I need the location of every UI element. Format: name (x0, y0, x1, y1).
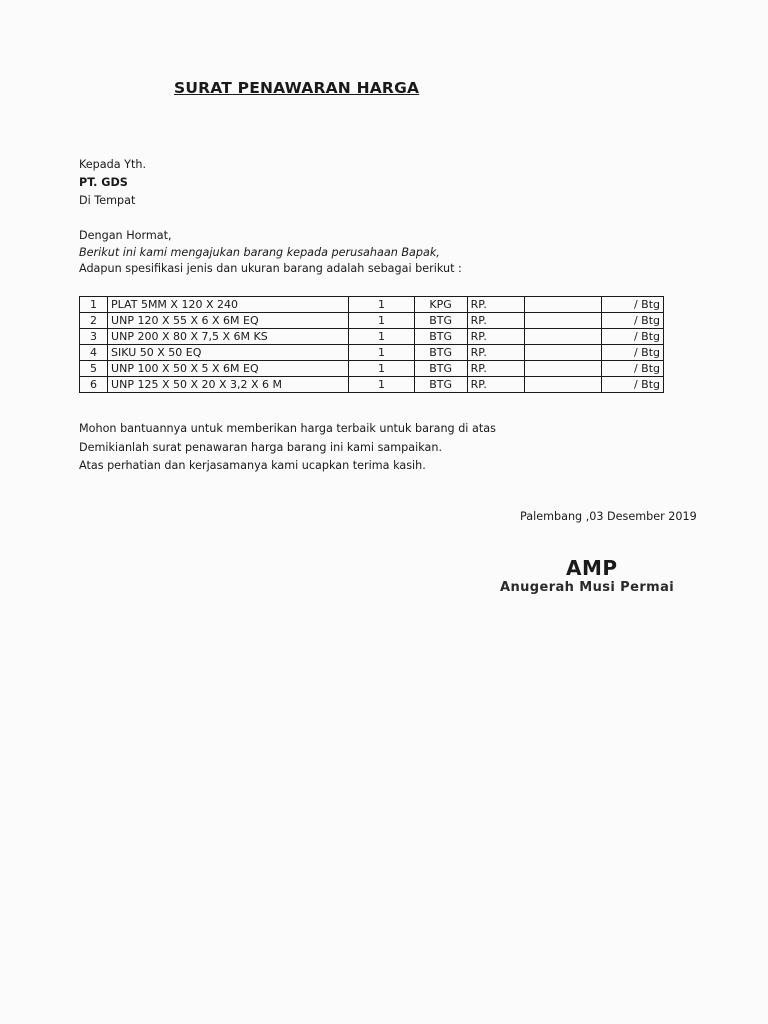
intro-greeting: Dengan Hormat, (79, 229, 172, 242)
item-currency: RP. (467, 329, 524, 345)
item-unit: BTG (414, 313, 467, 329)
item-unit: KPG (414, 297, 467, 313)
recipient-location: Di Tempat (79, 194, 136, 207)
closing-block (79, 420, 496, 476)
item-price (524, 313, 601, 329)
intro-block (79, 228, 462, 278)
item-price (524, 297, 601, 313)
item-per-unit: / Btg (601, 329, 663, 345)
item-quantity: 1 (349, 377, 414, 393)
item-per-unit: / Btg (601, 377, 663, 393)
item-price (524, 361, 601, 377)
item-per-unit: / Btg (601, 345, 663, 361)
item-number: 1 (80, 297, 108, 313)
letter-date: Palembang ,03 Desember 2019 (520, 510, 697, 523)
table-row (80, 361, 664, 377)
closing-line-1: Mohon bantuannya untuk memberikan harga terbaik untuk barang di atas (79, 422, 496, 435)
item-unit: BTG (414, 345, 467, 361)
item-number: 3 (80, 329, 108, 345)
item-quantity: 1 (349, 345, 414, 361)
signature-abbreviation: AMP (566, 556, 618, 580)
item-price (524, 345, 601, 361)
recipient-block (79, 156, 146, 210)
table-row (80, 377, 664, 393)
item-description: UNP 125 X 50 X 20 X 3,2 X 6 M (108, 377, 349, 393)
item-description: UNP 200 X 80 X 7,5 X 6M KS (108, 329, 349, 345)
item-table (79, 296, 664, 393)
intro-line-1: Berikut ini kami mengajukan barang kepada perusahaan Bapak, (79, 245, 440, 259)
letter-title: SURAT PENAWARAN HARGA (174, 79, 420, 97)
item-currency: RP. (467, 297, 524, 313)
item-description: UNP 100 X 50 X 5 X 6M EQ (108, 361, 349, 377)
closing-line-2: Demikianlah surat penawaran harga barang ini kami sampaikan. (79, 440, 443, 454)
signature-company-name: Anugerah Musi Permai (500, 580, 675, 595)
item-per-unit: / Btg (601, 297, 663, 313)
item-number: 2 (80, 313, 108, 329)
item-currency: RP. (467, 345, 524, 361)
item-number: 5 (80, 361, 108, 377)
item-currency: RP. (467, 313, 524, 329)
table-row (80, 345, 664, 361)
item-per-unit: / Btg (601, 313, 663, 329)
item-currency: RP. (467, 377, 524, 393)
table-row (80, 329, 664, 345)
intro-line-2: Adapun spesifikasi jenis dan ukuran barang adalah sebagai berikut : (79, 262, 462, 275)
item-description: PLAT 5MM X 120 X 240 (108, 297, 349, 313)
item-currency: RP. (467, 361, 524, 377)
item-description: UNP 120 X 55 X 6 X 6M EQ (108, 313, 349, 329)
table-row (80, 297, 664, 313)
item-number: 4 (80, 345, 108, 361)
recipient-salutation: Kepada Yth. (79, 158, 146, 171)
item-unit: BTG (414, 377, 467, 393)
item-unit: BTG (414, 329, 467, 345)
closing-line-3: Atas perhatian dan kerjasamanya kami ucapkan terima kasih. (79, 459, 426, 472)
recipient-company: PT. GDS (79, 176, 128, 189)
item-price (524, 329, 601, 345)
item-quantity: 1 (349, 361, 414, 377)
item-number: 6 (80, 377, 108, 393)
item-per-unit: / Btg (601, 361, 663, 377)
table-row (80, 313, 664, 329)
item-unit: BTG (414, 361, 467, 377)
item-quantity: 1 (349, 313, 414, 329)
item-quantity: 1 (349, 297, 414, 313)
item-price (524, 377, 601, 393)
item-quantity: 1 (349, 329, 414, 345)
item-description: SIKU 50 X 50 EQ (108, 345, 349, 361)
